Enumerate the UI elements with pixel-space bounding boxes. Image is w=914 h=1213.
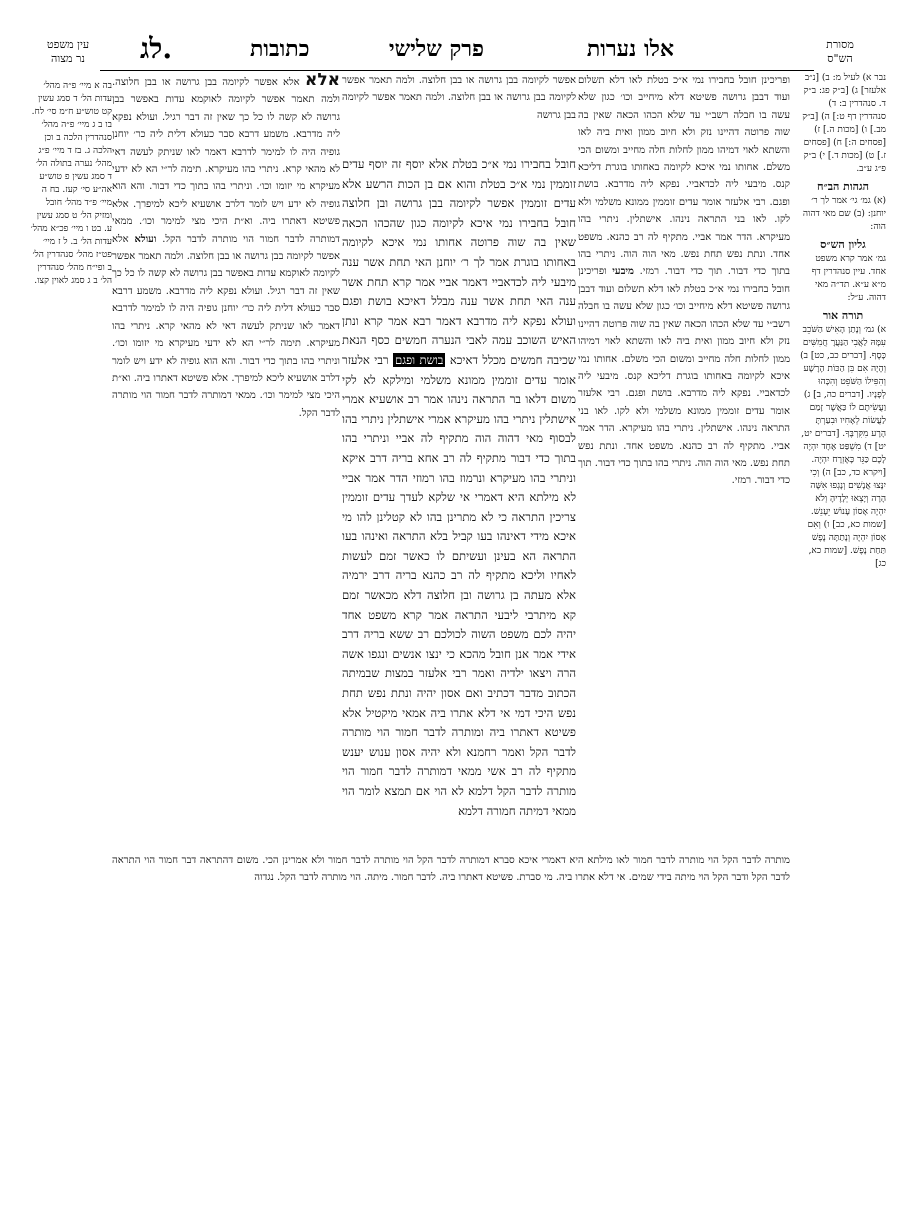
hagahot-title: הגהות הב״ח — [817, 180, 869, 193]
rashi-bottom — [112, 852, 790, 1042]
masoret-label: מסורת הש"ס — [826, 38, 854, 65]
tractate-name: כתובות — [250, 36, 310, 62]
gemara-column — [342, 155, 576, 835]
rashi-text: ופריכינן חובל בחבירו נמי א״כ בטלת לאו דלא תשלום ועוד דבבן גרושה פשיטא דלא מיחייב וכו׳ כגון שלא עשה בו חבלה רשב״י עד שלא הכהו הכאה שאין בה שוה פרוטה דהיינו נזק ולא חיוב ממון ואית ביה לאו והשתא לאוי דמיהו ממון לחלות חלה מחייב ומשום הכי משלם. אחותו נמי איכא לקיומה באחותו בוגרת דליכא קנס. מיבעי ליה לכדאביי. נפקא ליה מדרבא. בושת ופגם. רבי אלעזר אומר עדים זוממין ממונא משלמי ולא לקו. לאו בני התראה נינהו. אישתלין. ניתרי בהו מעיקרא. הדר אמר אביי. מתקיף לה רב כהנא. משפט אחד. ונתת נפש תחת נפש. מאי הוה הוה. ניתרי בהו בתוך כדי דבור. תוך כדי דבור. רמזי. — [578, 75, 790, 278]
mishna-text: אפשר לקיומה בבן גרושה או בבן חלוצה. ולמה תאמר אפשר לקיומה בבן גרושה או בבן חלוצה. ולמה תאמר אפשר לקיומה בבן גרושה — [342, 75, 576, 121]
ein-mishpat-text: בה א מיי׳ פ״ה מהל׳ עדות הל׳ ד סמג עשין קט טוש״ע ח״מ סי׳ לח. בו ב ג מיי׳ פ״ה מהל׳ סנהדרין הלכה ב וכן הלכה ג. בז ד מיי׳ פ״ג מהל׳ נערה בתולה הל׳ ד סמג עשין פ טוש״ע אה״ע סי׳ קעז. בח ה מיי׳ פ״ד מהל׳ חובל ומזיק הל׳ ט סמג עשין ע. בט ו מיי׳ פכ״א מהל׳ עדות הל׳ ב. ל ז מיי׳ פט״ז מהל׳ סנהדרין הל׳ ב ופי״ח מהל׳ סנהדרין הל׳ ב ג סמג לאוין קצו. — [30, 81, 112, 286]
rashi-heading: מיבעי — [612, 266, 634, 278]
tosafot-text: אלא אפשר לקיומה בבן גרושה או בבן חלוצה. ולמה תאמר אפשר לקיומה לאוקמא עדות באפשר בבן גרושה לא קשה לו כל כך שאין זה דבר רגיל. ועולא נפקא ליה מדרבא. משמע דרבא סבר כעולא דלית ליה כר׳ יוחנן גופיה היה לו למימר לדרבא דאמר לאו שניתק לעשה דאי לא מהאי קרא. ניתרי בהו מעיקרא. תימה לר״י הא לא ידעי מעיקרא מי יזומו וכו׳. וניתרי בהו בתוך כדי דבור. והא הוא גופיה לא ידע ויש לומר דלרב אושעיא ליכא למיפרך. אלא פשיטא דאתרו ביה. וא״ת היכי מצי למימר וכו׳. ממאי דמותרה לדבר חמור הוי מותרה לדבר הקל. — [112, 77, 340, 245]
tosafot-text-repeat: אלא אפשר לקיומה בבן גרושה או בבן חלוצה. ולמה תאמר אפשר לקיומה לאוקמא עדות באפשר בבן גרושה לא קשה לו כל כך שאין זה דבר רגיל. ועולא נפקא ליה מדרבא. משמע דרבא סבר כעולא דלית ליה כר׳ יוחנן גופיה היה לו למימר לדרבא דאמר לאו שניתק לעשה דאי לא מהאי קרא. ניתרי בהו מעיקרא. תימה לר״י הא לא ידעי מעיקרא מי יזומו וכו׳. וניתרי בהו בתוך כדי דבור. והא הוא גופיה לא ידע ויש לומר דלרב אושעיא ליכא למיפרך. אלא פשיטא דאתרו ביה. וא״ת היכי מצי למימר וכו׳. ממאי דמותרה לדבר חמור הוי מותרה לדבר הקל. — [112, 233, 340, 419]
ein-mishpat-label: עין משפט נר מצוה — [46, 38, 90, 65]
rashi-bottom-text: מותרה לדבר הקל הוי מותרה לדבר חמור לאו מילתא היא דאמרי איכא סברא דמותרה לדבר הקל הוי מותרה לדבר חמור ולא אמרינן הכי. משום דהתראה דבר חמור הוי התראה לדבר הקל ודבר הקל הוי מיתה בידי שמים. אי דלא אתרו ביה. מי סברת. פשיטא דאתרו ביה. לדבר חמור. מיתה. הוי מותרה לדבר הקל. נגדוה — [112, 855, 790, 884]
tosafot-dibur-hamatchil: אלא — [304, 70, 340, 90]
torah-or-text: א) גמ׳ וְנָתַן הָאִישׁ הַשֹּׁכֵב עִמָּהּ לַאֲבִי הַנַּעֲרָ חֲמִשִּׁים כָּסֶף. [דברים כב, כט] ב) וְהָיָה אִם בִּן הַכּוֹת הָרָשָׁע וְהִפִּילוֹ הַשֹּׁפֵט וְהִכָּהוּ לְפָנָיו. [דברים כה, ב] ג) וַעֲשִׂיתֶם לוֹ כַּאֲשֶׁר זָמַם לַעֲשׂוֹת לְאָחִיו וּבִעַרְתָּ הָרָע מִקִּרְבֶּךָ. [דברים יט, יט] ד) מִשְׁפַּט אֶחָד יִהְיֶה לָכֶם כַּגֵּר כָּאֶזְרָח יִהְיֶה. [ויקרא כד, כב] ה) וְכִי יִנָּצוּ אֲנָשִׁים וְנָגְפוּ אִשָּׁה הָרָה וְיָצְאוּ יְלָדֶיהָ וְלֹא יִהְיֶה אָסוֹן עָנוֹשׁ יֵעָנֵשׁ. [שמות כא, כב] ו) וְאִם אָסוֹן יִהְיֶה וְנָתַתָּה נֶפֶשׁ תַּחַת נָפֶשׁ. [שמות כא, כג] — [800, 325, 886, 569]
chapter-number: פרק שלישי — [388, 36, 484, 62]
tosafot-column — [112, 72, 340, 842]
masoret-text: נבר א) לעיל מ: ב) [נ״ב אלעזר] ג) [ב״ק פג: ב״ק ד. סנהדרין ב: ד) סנהדרין דף ט:] ה) [ב״ק מב.] ו) [מכות ה.] ז) [פסחים ה:] ח) [פסחים ז.] ט) [מכות ד.] י) ב״ק פ״ג ע״ב. — [802, 73, 886, 174]
page-header — [0, 30, 914, 70]
gilyon-text: גמ׳ אמר קרא משפט אחד. עיין סנהדרין דף מ״א ע״א. תד״ה מאי דהוה. ע״ל: — [811, 254, 886, 303]
rashi-column — [578, 72, 790, 842]
daf-number: לג. — [140, 32, 173, 65]
gemara-text-1: חובל בחבירו נמי א״כ בטלת אלא יוסף זה יוסף עדים זוממין נמי א״כ בטלת והוא אם בן הכות הרשע אלא עדים זוממין אפשר לקיומה בבן גרושה ובן חלוצה חובל בחבירו נמי איכא לקיומה כגון שהכהו הכאה שאין בה שוה פרוטה אחותו נמי איכא לקיומה באחותו בוגרת אמר לך ר׳ יוחנן האי תחת אשר ענה מיבעי ליה לכדאביי דאמר אביי אמר קרא תחת אשר ענה האי תחת אשר ענה מבלל דאיכא בושת ופגם ועולא נפקא ליה מדרבא דאמר רבא אמר קרא ונתן האיש השוכב עמה לאבי הנערה חמשים כסף הנאת שכיבה חמשים מכלל דאיכא — [342, 157, 577, 367]
tosafot-heading: ועולא — [134, 233, 157, 245]
gemara-top — [342, 72, 576, 152]
ein-mishpat-column — [30, 80, 112, 286]
torah-or-title: תורה אור — [822, 309, 864, 322]
rashi-text-repeat: ופריכינן חובל בחבירו נמי א״כ בטלת לאו דלא תשלום ועוד דבבן גרושה פשיטא דלא מיחייב וכו׳ כגון שלא עשה בו חבלה רשב״י עד שלא הכהו הכאה שאין בה שוה פרוטה דהיינו נזק ולא חיוב ממון ואית ביה לאו והשתא לאוי דמיהו ממון לחלות חלה מחייב ומשום הכי משלם. אחותו נמי איכא לקיומה באחותו בוגרת דליכא קנס. מיבעי ליה לכדאביי. נפקא ליה מדרבא. בושת ופגם. רבי אלעזר אומר עדים זוממין ממונא משלמי ולא לקו. לאו בני התראה נינהו. אישתלין. ניתרי בהו מעיקרא. הדר אמר אביי. מתקיף לה רב כהנא. משפט אחד. ונתת נפש תחת נפש. מאי הוה הוה. ניתרי בהו בתוך כדי דבור. תוך כדי דבור. רמזי. — [578, 266, 790, 487]
hagahot-text: (א) גמ׳ גי׳ אמר לך ר׳ יוחנן: (ב) שם מאי דהוה הוה: — [802, 196, 886, 232]
gilyon-title: גליון הש״ס — [820, 238, 866, 251]
gemara-text-2: רבי אלעזר אומר עדים זוממין ממונא משלמי ומילקא לא לקי משום דלאו בר התראה נינהו אמר רב אושעיא אמרי אישתלין ניתרי בהו מעיקרא אמרי אישתלין ניתרי בהו לבסוף מאי דהוה הוה מתקיף לה אביי וניתרי בהו בתוך כדי דבור מתקיף לה רב אחא בריה דרב איקא וניתרי בהו מעיקרא ונרמוז בהו רמוזי הדר אמר אביי לא מילתא היא דאמרי אי שלקא לעדך עדים זוממין צריכין התראה כי לא מתרינן בהו לא קטלינן להו מי איכא מידי דאינהו בעו קביל בלא התראה ואינהו בעו התראה הא בעינן ועשיתם לו כאשר זמם לעשות לאחיו וליכא מתקיף לה רב כהנא בריה דרב ירמיה אלא מעתה בן גרושה ובן חלוצה דלא מכאשר זמם קא מיתרבי ליבעי התראה אמר קרא משפט אחד יהיה לכם משפט השוה לכולכם רב ששא בריה דרב אידי אמר אנן חובל מהכא כי ינצו אנשים ונגפו אשה הרה ויצאו ילדיה ואמר רבי אלעזר במצות שבמיתה הכתוב מדבר דכתיב ואם אסון יהיה ונתת נפש תחת נפש היכי דמי אי דלא אתרו ביה אמאי מיקטיל אלא פשיטא דאתרו ביה ומותרה לדבר חמור הוי מותרה לדבר הקל ואמר רחמנא ולא יהיה אסון ענוש יענש מתקיף לה רב אשי ממאי דמותרה לדבר חמור הוי מותרה לדבר הקל דלמא לא הוי אם תמצא לומר הוי ממאי דמיתה חמורה דלמא — [342, 352, 576, 818]
chapter-title: אלו נערות — [586, 36, 674, 62]
header-rule — [100, 70, 814, 71]
highlighted-phrase: בושת ופגם — [395, 352, 444, 367]
masoret-column — [800, 72, 886, 812]
